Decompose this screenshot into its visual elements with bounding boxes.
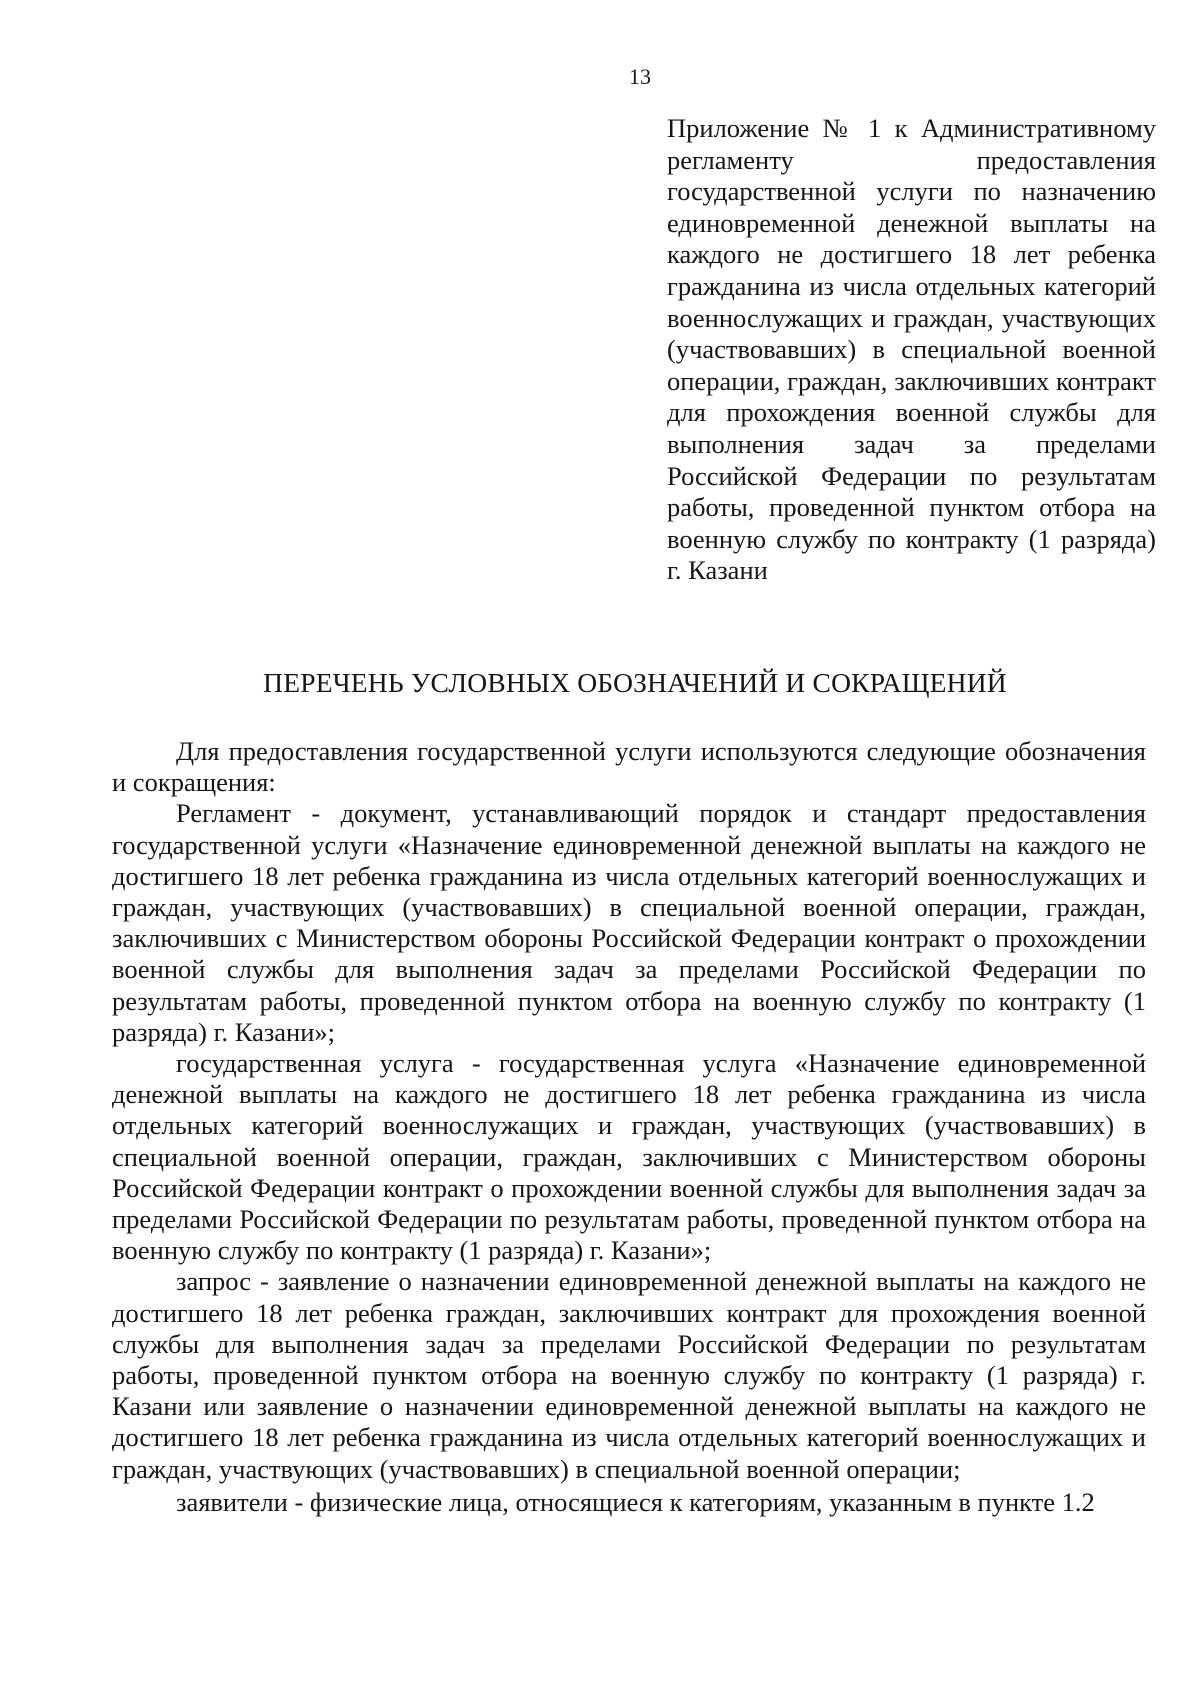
paragraph-request-definition: запрос - заявление о назначении единовременной денежной выплаты на каждого не достигшего 18 лет ребенка граждан, заключивших контракт для прохождения военной службы для выполнения задач за пределами Российской Федерации по результатам работы, проведенной пунктом отбора на военную службу по контракту (1 разряда) г. Казани или заявление о назначении единовременной денежной выплаты на каждого не достигшего 18 лет ребенка гражданина из числа отдельных категорий военнослужащих и граждан, участвующих (участвовавших) в специальной военной операции; [112,1266,1146,1484]
document-body [112,736,1146,1518]
page-number: 13 [629,64,651,89]
paragraph-applicants-definition: заявители - физические лица, относящиеся к категориям, указанным в пункте 1.2 [176,1486,1095,1517]
paragraph-intro: Для предоставления государственной услуги используются следующие обозначения и сокращения: [112,736,1146,798]
paragraph-service-definition: государственная услуга - государственная услуга «Назначение единовременной денежной выплаты на каждого не достигшего 18 лет ребенка гражданина из числа отдельных категорий военнослужащих и граждан, участвующих (участвовавших) в специальной военной операции, граждан, заключивших с Министерством обороны Российской Федерации контракт о прохождении военной службы для выполнения задач за пределами Российской Федерации по результатам работы, проведенной пунктом отбора на военную службу по контракту (1 разряда) г. Казани»; [112,1048,1146,1266]
document-title: ПЕРЕЧЕНЬ УСЛОВНЫХ ОБОЗНАЧЕНИЙ И СОКРАЩЕНИЙ [263,667,1007,698]
appendix-note: Приложение № 1 к Административному регламенту предоставления государственной услуги по назначению единовременной денежной выплаты на каждого не достигшего 18 лет ребенка гражданина из числа отдельных категорий военнослужащих и граждан, участвующих (участвовавших) в специальной военной операции, граждан, заключивших контракт для прохождения военной службы для выполнения задач за пределами Российской Федерации по результатам работы, проведенной пунктом отбора на военную службу по контракту (1 разряда) г. Казани [667,113,1156,586]
paragraph-reglament-definition: Регламент - документ, устанавливающий порядок и стандарт предоставления государственной услуги «Назначение единовременной денежной выплаты на каждого не достигшего 18 лет ребенка гражданина из числа отдельных категорий военнослужащих и граждан, участвующих (участвовавших) в специальной военной операции, граждан, заключивших с Министерством обороны Российской Федерации контракт о прохождении военной службы для выполнения задач за пределами Российской Федерации по результатам работы, проведенной пунктом отбора на военную службу по контракту (1 разряда) г. Казани»; [112,798,1146,1047]
